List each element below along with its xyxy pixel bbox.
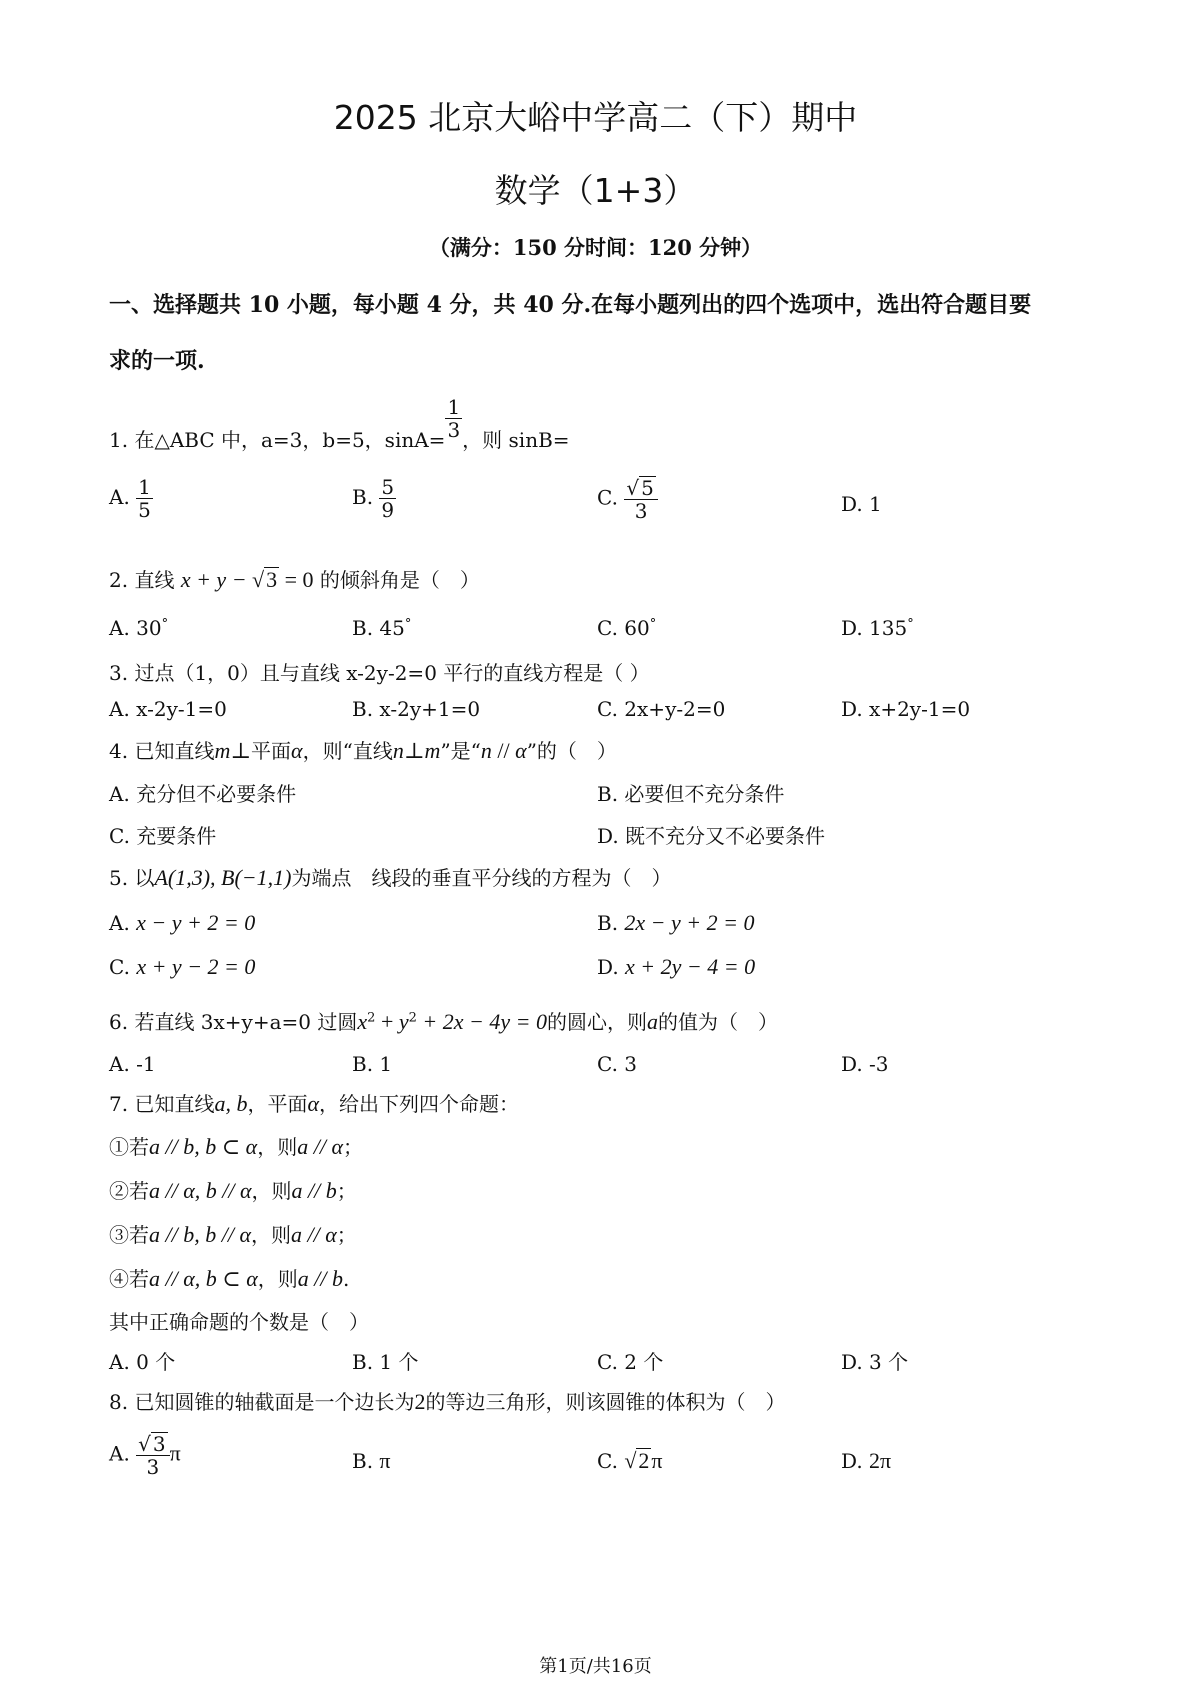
q1-option-c [597, 476, 658, 522]
q1-fraction [445, 396, 462, 441]
q5-points: A(1,3), B(−1,1) [154, 865, 292, 890]
q7-s2-num: ②若 [109, 1179, 149, 1203]
q5-p1: 5. 以 [109, 866, 155, 890]
q2-stem-a: 2. 直线 [109, 568, 175, 592]
q8-option-a [109, 1432, 181, 1478]
q7-s1-then: ，则 [257, 1135, 298, 1159]
q7-s3-end: ； [336, 1223, 357, 1247]
q7-s4-math: a // α, b ⊂ α [149, 1266, 258, 1291]
q7-statement-3 [109, 1219, 357, 1248]
exam-title: 2025 北京大峪中学高二（下）期中 [333, 98, 858, 137]
q4-var-n: n [392, 738, 404, 763]
q8-option-c [597, 1448, 663, 1474]
question-7-stem [109, 1088, 519, 1117]
q7-question: 其中正确命题的个数是（ ） [109, 1310, 369, 1334]
q8-c-pi: π [651, 1448, 663, 1473]
q7-var-ab: a, b [214, 1091, 248, 1116]
question-6-stem [109, 1006, 778, 1035]
q7-option-b: B. 1 个 [352, 1350, 419, 1374]
section-instruction-line1: 一、选择题共 10 小题，每小题 4 分，共 40 分.在每小题列出的四个选项中，选出符合题目要 [109, 292, 1032, 318]
q1-option-d: D. 1 [841, 492, 882, 516]
q6-option-a: A. -1 [109, 1052, 156, 1076]
question-3-stem: 3. 过点（1，0）且与直线 x-2y-2=0 平行的直线方程是（ ） [109, 661, 650, 685]
q4-var-alpha: α [291, 738, 303, 763]
q2-equation-right: = 0 [279, 567, 314, 592]
q1-a-num: 1 [138, 475, 151, 499]
q3-option-c: C. 2x+y-2=0 [597, 697, 726, 721]
q1-b-num: 5 [381, 475, 395, 499]
q7-s3-result: a // α [291, 1222, 337, 1247]
q8-c-label: C. [597, 1449, 618, 1473]
q4-p5: ”的（ ） [526, 739, 617, 763]
q2-radicand: 3 [266, 567, 278, 592]
q1-b-den: 9 [381, 498, 395, 522]
q4-option-c: C. 充要条件 [109, 824, 217, 848]
question-8-stem [109, 1386, 785, 1415]
q6-var-a: a [646, 1009, 658, 1034]
q6-y-square: 2 [408, 1010, 417, 1026]
q8-a-fraction [136, 1432, 169, 1478]
q6-eq-rest: + 2x − 4y = 0 [416, 1009, 547, 1034]
q4-option-b: B. 必要但不充分条件 [597, 782, 785, 806]
q7-s4-result: a // b [297, 1266, 343, 1291]
q2-sqrt: √3 [252, 567, 278, 592]
q2-d-degree: ° [907, 616, 914, 632]
q8-p2: 的等边三角形，则该圆锥的体积为（ ） [425, 1390, 786, 1414]
q7-s1-math: a // b, b ⊂ α [149, 1134, 258, 1159]
q4-option-d: D. 既不充分又不必要条件 [597, 824, 826, 848]
q6-x-square: 2 [367, 1010, 376, 1026]
q7-s2-result: a // b [291, 1178, 337, 1203]
q8-option-b [352, 1448, 391, 1474]
q8-b-pi: π [379, 1448, 391, 1473]
q7-s3-math: a // b, b // α [149, 1222, 251, 1247]
q6-p3: 的值为（ ） [657, 1010, 778, 1034]
section-instruction-line2: 求的一项. [109, 348, 205, 374]
q7-option-a: A. 0 个 [109, 1350, 176, 1374]
q5-option-b [597, 910, 755, 936]
question-2-stem [109, 564, 480, 593]
q4-perp2: ⊥ [403, 738, 425, 763]
exam-subtitle: 数学（1+3） [494, 171, 697, 210]
q8-c-sqrt: √2 [624, 1448, 650, 1473]
q8-d-label: D. [841, 1449, 863, 1473]
q1-c-label: C. [597, 485, 618, 510]
q1-option-a [109, 476, 153, 521]
q8-side-length: 2 [414, 1389, 426, 1414]
q8-d-coef: 2 [869, 1448, 881, 1473]
q4-var-m: m [214, 738, 231, 763]
q2-a-degree: ° [161, 616, 169, 632]
q2-c-label: C. 60 [597, 616, 650, 640]
q5-d-eq: x + 2y − 4 = 0 [625, 954, 756, 979]
q7-p1: 7. 已知直线 [109, 1092, 215, 1116]
q6-p2: 的圆心，则 [546, 1010, 647, 1034]
q1-stem-a: 1. 在△ABC 中，a=3，b=5，sinA= [109, 428, 446, 452]
q6-p1: 6. 若直线 3x+y+a=0 过圆 [109, 1010, 358, 1034]
q5-b-label: B. [597, 911, 619, 935]
q1-c-den: 3 [624, 499, 657, 522]
q6-x: x [357, 1009, 368, 1034]
q2-option-c [597, 616, 656, 640]
q5-a-eq: x − y + 2 = 0 [136, 910, 256, 935]
q1-a-label: A. [109, 485, 130, 509]
q8-c-radicand: 2 [638, 1448, 650, 1473]
q7-s4-end: . [343, 1267, 350, 1291]
q8-a-radicand: 3 [152, 1432, 166, 1456]
q1-a-den: 5 [138, 498, 151, 522]
q7-p3: ，给出下列四个命题： [319, 1092, 520, 1116]
q5-option-d [597, 954, 755, 980]
q5-a-label: A. [109, 911, 130, 935]
q8-a-pi: π [169, 1440, 181, 1466]
question-1-stem [109, 396, 570, 453]
q2-b-label: B. 45 [352, 616, 405, 640]
q7-statement-1 [109, 1131, 363, 1160]
q2-b-degree: ° [404, 616, 412, 632]
q4-perp: ⊥ [230, 738, 252, 763]
q8-a-num: √ 3 [138, 1432, 166, 1456]
q7-var-alpha: α [307, 1091, 320, 1116]
q2-d-label: D. 135 [841, 616, 908, 640]
q1-option-b [352, 476, 396, 521]
q6-plus: + [375, 1009, 399, 1034]
page-footer: 第1页/共16页 [539, 1656, 652, 1677]
q4-var-n2: n [480, 738, 492, 763]
q4-var-alpha2: α [515, 738, 527, 763]
q7-s4-num: ④若 [109, 1267, 149, 1291]
q1-c-fraction [624, 476, 657, 522]
q2-a-label: A. 30 [109, 616, 162, 640]
q7-p2: ，平面 [247, 1092, 308, 1116]
q1-stem-b: ，则 sinB= [462, 428, 570, 452]
q7-statement-4 [109, 1263, 349, 1292]
q7-s1-num: ①若 [109, 1135, 149, 1159]
q4-p2: 平面 [251, 739, 292, 763]
q5-d-label: D. [597, 955, 619, 979]
q7-s3-then: ，则 [251, 1223, 291, 1247]
q4-var-m2: m [424, 738, 441, 763]
q3-option-d: D. x+2y-1=0 [841, 697, 971, 721]
q2-stem-b: 的倾斜角是（ ） [319, 568, 480, 592]
q4-p1: 4. 已知直线 [109, 739, 215, 763]
q6-y: y [398, 1009, 409, 1034]
q5-option-c [109, 954, 255, 980]
q8-b-label: B. [352, 1449, 374, 1473]
q4-option-a: A. 充分但不必要条件 [109, 782, 297, 806]
q3-option-b: B. x-2y+1=0 [352, 697, 481, 721]
q7-s1-result: a // α [297, 1134, 343, 1159]
q2-c-degree: ° [649, 616, 657, 632]
q1-frac-num: 1 [447, 395, 461, 419]
q4-p4: ”是“ [440, 739, 481, 763]
q7-s3-num: ③若 [109, 1223, 149, 1247]
q2-option-b [352, 616, 411, 640]
question-4-stem [109, 735, 617, 764]
q8-a-label: A. [109, 1441, 130, 1466]
q5-p2: 为端点 线段的垂直平分线的方程为（ ） [291, 866, 672, 890]
q8-option-d [841, 1448, 891, 1474]
q5-b-eq: 2x − y + 2 = 0 [624, 910, 755, 935]
q4-parallel: // [491, 738, 516, 763]
q2-equation-left: x + y − [180, 567, 253, 592]
q7-s1-end: ； [343, 1135, 363, 1159]
q3-option-a: A. x-2y-1=0 [109, 697, 227, 721]
q5-c-label: C. [109, 955, 130, 979]
q6-option-c: C. 3 [597, 1052, 638, 1076]
q2-option-a [109, 616, 168, 640]
q8-p1: 8. 已知圆锥的轴截面是一个边长为 [109, 1390, 415, 1414]
q1-a-fraction [136, 476, 153, 521]
q1-frac-den: 3 [447, 418, 461, 442]
q1-c-radicand: 5 [641, 476, 654, 500]
q7-statement-2 [109, 1175, 357, 1204]
q1-c-num: √ 5 [626, 476, 654, 500]
q2-option-d [841, 616, 914, 640]
score-info: （满分：150 分时间：120 分钟） [428, 235, 763, 260]
q1-b-label: B. [352, 485, 374, 509]
q6-option-d: D. -3 [841, 1052, 889, 1076]
question-5-stem [109, 862, 671, 891]
q7-option-c: C. 2 个 [597, 1350, 664, 1374]
q7-s4-then: ，则 [257, 1267, 298, 1291]
q1-b-fraction [379, 476, 396, 521]
q7-s2-math: a // α, b // α [149, 1178, 252, 1203]
q7-s2-end: ； [336, 1179, 357, 1203]
q5-option-a [109, 910, 255, 936]
q5-c-eq: x + y − 2 = 0 [136, 954, 256, 979]
q7-option-d: D. 3 个 [841, 1350, 909, 1374]
q7-s2-then: ，则 [251, 1179, 292, 1203]
q8-a-den: 3 [136, 1455, 169, 1478]
q6-option-b: B. 1 [352, 1052, 393, 1076]
q4-p3: ，则“直线 [302, 739, 393, 763]
q8-d-pi: π [880, 1448, 892, 1473]
